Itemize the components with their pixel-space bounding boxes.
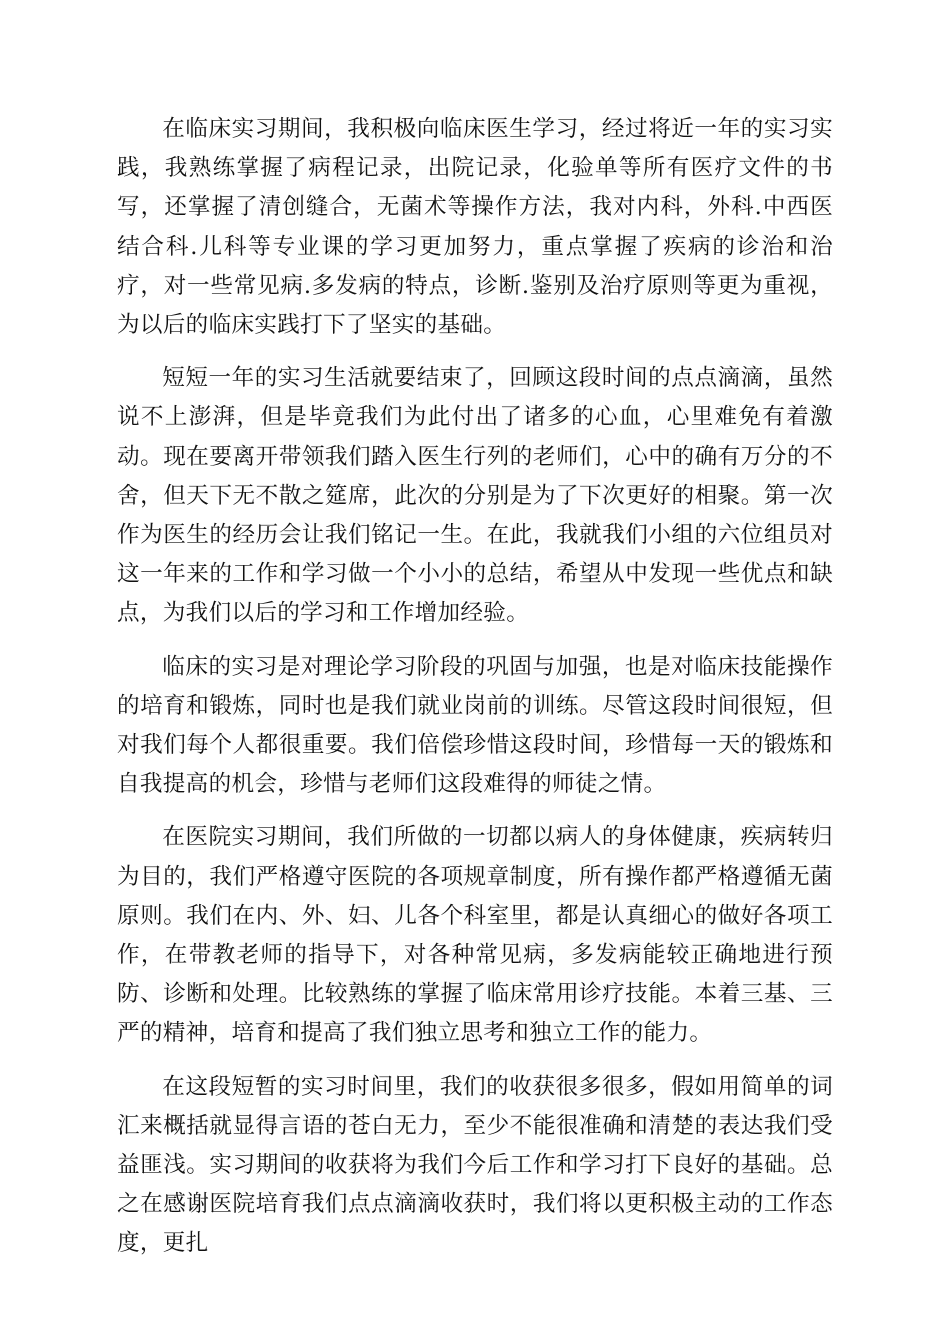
document-body — [117, 110, 833, 1278]
paragraph-1: 在临床实习期间，我积极向临床医生学习，经过将近一年的实习实践，我熟练掌握了病程记录，出院记录，化验单等所有医疗文件的书写，还掌握了清创缝合，无菌术等操作方法，我对内科，外科.中西医结合科.儿科等专业课的学习更加努力，重点掌握了疾病的诊治和治疗，对一些常见病.多发病的特点，诊断.鉴别及治疗原则等更为重视，为以后的临床实践打下了坚实的基础。 — [117, 116, 833, 339]
paragraph-4: 在医院实习期间，我们所做的一切都以病人的身体健康，疾病转归为目的，我们严格遵守医院的各项规章制度，所有操作都严格遵循无菌原则。我们在内、外、妇、儿各个科室里，都是认真细心的做好各项工作，在带教老师的指导下，对各种常见病，多发病能较正确地进行预防、诊断和处理。比较熟练的掌握了临床常用诊疗技能。本着三基、三严的精神，培育和提高了我们独立思考和独立工作的能力。 — [117, 824, 833, 1047]
paragraph-5: 在这段短暂的实习时间里，我们的收获很多很多，假如用简单的词汇来概括就显得言语的苍白无力，至少不能很准确和清楚的表达我们受益匪浅。实习期间的收获将为我们今后工作和学习打下良好的基础。总之在感谢医院培育我们点点滴滴收获时，我们将以更积极主动的工作态度，更扎 — [117, 1073, 833, 1257]
paragraph-3: 临床的实习是对理论学习阶段的巩固与加强，也是对临床技能操作的培育和锻炼，同时也是我们就业岗前的训练。尽管这段时间很短，但对我们每个人都很重要。我们倍偿珍惜这段时间，珍惜每一天的锻炼和自我提高的机会，珍惜与老师们这段难得的师徒之情。 — [117, 653, 833, 798]
paragraph-2: 短短一年的实习生活就要结束了，回顾这段时间的点点滴滴，虽然说不上澎湃，但是毕竟我们为此付出了诸多的心血，心里难免有着激动。现在要离开带领我们踏入医生行列的老师们，心中的确有万分的不舍，但天下无不散之筵席，此次的分别是为了下次更好的相聚。第一次作为医生的经历会让我们铭记一生。在此，我就我们小组的六位组员对这一年来的工作和学习做一个小小的总结，希望从中发现一些优点和缺点，为我们以后的学习和工作增加经验。 — [117, 365, 833, 627]
